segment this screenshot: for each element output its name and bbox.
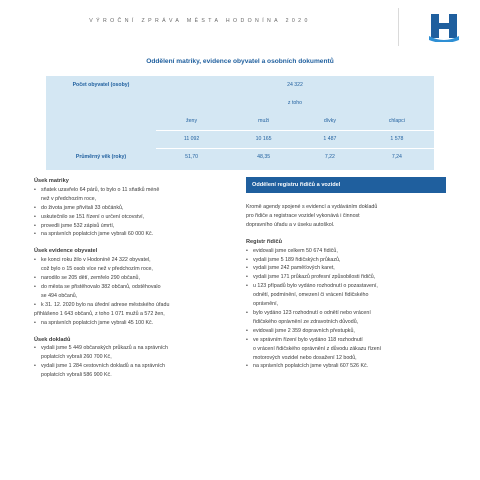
list-item-line: poplatcích vybrali 586 900 Kč. <box>41 372 112 379</box>
list-item <box>246 327 446 336</box>
list-item-line: • provedli jsme 532 zápisů úmrtí, <box>41 222 115 229</box>
list-item-line: což bylo o 15 osob více než v předchozím roce, <box>41 266 153 273</box>
population-total: 24 322 <box>287 82 303 88</box>
list-item <box>34 301 230 310</box>
count-girls: 1 487 <box>300 130 360 148</box>
list-item-line: • ve správním řízení bylo vydáno 118 rozhodnutí <box>253 336 363 343</box>
doklady-list <box>34 344 230 380</box>
list-item <box>246 362 446 371</box>
list-item-line: • uskutečnilo se 151 řízení o určení otcovství, <box>41 213 145 220</box>
list-item <box>34 256 230 274</box>
list-item-line: • na správních poplatcích jsme vybrali 45 100 Kč. <box>41 319 154 326</box>
list-item-line: poplatcích vybrali 260 700 Kč, <box>41 354 112 361</box>
age-label: Průměrný věk (roky) <box>75 154 127 160</box>
population-label: Počet obyvatel (osoby) <box>72 82 130 88</box>
list-item-line: řidičského oprávnění ze zdravotních důvodů, <box>253 318 359 325</box>
list-item-line: o vrácení řidičského oprávnění z důvodu zákazu řízení <box>253 345 382 352</box>
matriky-list <box>34 186 230 239</box>
age-men: 48,35 <box>227 148 300 166</box>
count-women: 11 092 <box>156 130 227 148</box>
evidence-list <box>34 256 230 309</box>
age-girls: 7,22 <box>300 148 360 166</box>
matriky-heading: Úsek matriky <box>34 178 69 184</box>
left-column <box>34 177 230 380</box>
list-item-line: • do života jsme přivítali 33 občánků, <box>41 204 124 211</box>
list-item <box>34 213 230 222</box>
registr-intro <box>246 203 446 230</box>
list-item <box>246 336 446 363</box>
hodonin-logo-icon <box>429 14 459 42</box>
list-item <box>34 222 230 231</box>
intro-line: dopravního úřadu a v úseku autoškol. <box>246 221 335 228</box>
list-item-line: se 494 občanů, <box>41 292 78 299</box>
list-item <box>34 362 230 380</box>
age-women: 51,70 <box>156 148 227 166</box>
registr-heading: Registr řidičů <box>246 238 283 245</box>
list-item-line: • do města se přistěhovalo 382 občanů, odstěhovalo <box>41 283 161 290</box>
list-item <box>34 274 230 283</box>
list-item <box>34 204 230 213</box>
header-girls: dívky <box>323 117 336 124</box>
list-item-line: • u 123 případů bylo vydáno rozhodnutí o pozastavení, <box>253 283 378 290</box>
list-item-line: • bylo vydáno 123 rozhodnutí o odnětí nebo vrácení <box>253 309 371 316</box>
registr-list <box>246 247 446 372</box>
evidence-continuation: přihlášeno 1 643 občanů, z toho 1 071 mužů a 572 žen, <box>34 310 165 317</box>
list-item-line: • ke konci roku žilo v Hodoníně 24 322 obyvatel, <box>41 257 151 264</box>
list-item <box>34 319 230 328</box>
registr-box-title: Oddělení registru řidičů a vozidel <box>246 177 446 193</box>
intro-line: pro řidiče a registrace vozidel vykonává i činnost <box>246 212 360 219</box>
list-item-line: • vydali jsme 171 průkazů profesní způsobilosti řidičů, <box>253 274 376 281</box>
list-item-line: • na správních poplatcích jsme vybrali 60 000 Kč. <box>41 231 154 238</box>
list-item-line: motorových vozidel nebo dosažení 12 bodů, <box>253 354 357 361</box>
list-item-line: odnětí, podmínění, omezení či vrácení řidičského <box>253 292 369 299</box>
list-item-line: • vydali jsme 1 284 cestovních dokladů a na správních <box>41 363 165 370</box>
section-title: Oddělení matriky, evidence obyvatel a osobních dokumentů <box>146 58 334 65</box>
header-women: ženy <box>186 117 198 124</box>
intro-line: Kromě agendy spojené s evidencí a vydáváním dokladů <box>246 204 378 210</box>
count-men: 10 165 <box>227 130 300 148</box>
header-divider <box>398 8 399 46</box>
evidence-list-2 <box>34 319 230 328</box>
header-boys: chlapci <box>388 117 405 124</box>
report-header-title: VÝROČNÍ ZPRÁVA MĚSTA HODONÍNA 2020 <box>89 18 311 24</box>
list-item <box>246 264 446 273</box>
count-boys: 1 578 <box>360 130 434 148</box>
list-item <box>34 344 230 362</box>
list-item <box>246 273 446 282</box>
list-item-line: • vydali jsme 5 189 řidičských průkazů, <box>253 256 341 263</box>
list-item-line: oprávnění, <box>253 301 279 308</box>
right-column <box>246 177 446 371</box>
list-item <box>34 186 230 204</box>
list-item <box>246 282 446 309</box>
list-item-line: • vydali jsme 5 449 občanských průkazů a na správních <box>41 345 168 352</box>
list-item <box>246 256 446 265</box>
list-item-line: než v předchozím roce, <box>41 195 97 202</box>
doklady-heading: Úsek dokladů <box>34 336 71 343</box>
list-item-line: • sňatek uzavřelo 64 párů, to bylo o 11 sňatků méně <box>41 186 160 193</box>
evidence-heading: Úsek evidence obyvatel <box>34 248 98 255</box>
population-table <box>46 76 434 170</box>
list-item-line: • evidovali jsme 2 359 dopravních přestupků, <box>253 327 355 334</box>
population-subheader: z toho <box>287 100 303 106</box>
header-men: muži <box>258 117 270 124</box>
list-item-line: • evidovali jsme celkem 50 674 řidičů, <box>253 247 338 254</box>
list-item <box>246 247 446 256</box>
list-item <box>34 283 230 301</box>
age-boys: 7,24 <box>360 148 434 166</box>
list-item-line: • vydali jsme 242 paměťových karet, <box>253 265 335 272</box>
list-item-line: • narodilo se 205 dětí, zemřelo 290 občanů, <box>41 275 140 282</box>
list-item-line: • na správních poplatcích jsme vybrali 607 526 Kč. <box>253 363 369 370</box>
list-item-line: • k 31. 12. 2020 bylo na úřední adrese městského úřadu <box>41 301 170 308</box>
list-item <box>34 230 230 239</box>
list-item <box>246 309 446 327</box>
